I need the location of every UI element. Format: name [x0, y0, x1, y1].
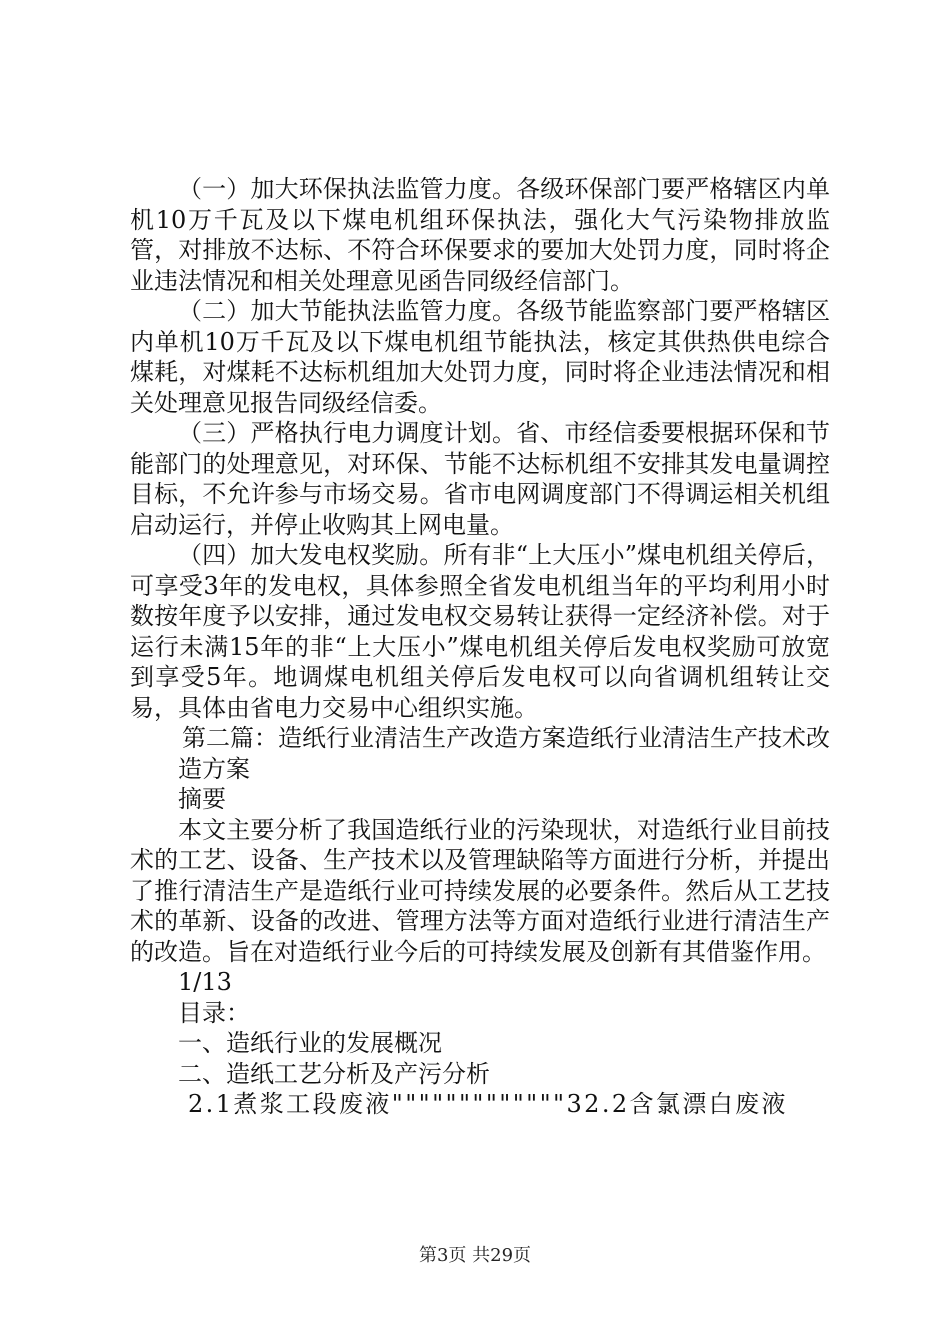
- toc-item: 一、造纸行业的发展概况: [178, 1029, 442, 1057]
- paragraph-env-enforcement: （一）加大环保执法监管力度。各级环保部门要严格辖区内单机10万千瓦及以下煤电机组环保执法，强化大气污染物排放监管，对排放不达标、不符合环保要求的要加大处罚力度，同时将企业违法情况和相关处理意见函告同级经信部门。: [130, 175, 830, 295]
- document-body: [130, 174, 830, 1120]
- toc-heading: 目录：: [178, 998, 250, 1027]
- abstract-heading: 摘要: [178, 785, 226, 813]
- page-footer: 第3页 共29页: [418, 1245, 532, 1266]
- toc-subitem: 2.1煮浆工段废液"""""""""""""32.2含氯漂白废液: [188, 1090, 788, 1118]
- section-title-continued: 造方案: [178, 754, 250, 783]
- paragraph-dispatch-plan: （三）严格执行电力调度计划。省、市经信委要根据环保和节能部门的处理意见，对环保、节能不达标机组不安排其发电量调控目标，不允许参与市场交易。省市电网调度部门不得调运相关机组启动运行，并停止收购其上网电量。: [130, 419, 830, 539]
- section-title: 第二篇：造纸行业清洁生产改造方案造纸行业清洁生产技术改: [182, 724, 830, 752]
- paragraph-generation-rights: （四）加大发电权奖励。所有非“上大压小”煤电机组关停后，可享受3年的发电权，具体参照全省发电机组当年的平均利用小时数按年度予以安排，通过发电权交易转让获得一定经济补偿。对于运行未满15年的非“上大压小”煤电机组关停后发电权奖励可放宽到享受5年。地调煤电机组关停后发电权可以向省调机组转让交易，具体由省电力交易中心组织实施。: [130, 541, 830, 722]
- abstract-body: 本文主要分析了我国造纸行业的污染现状，对造纸行业目前技术的工艺、设备、生产技术以及管理缺陷等方面进行分析，并提出了推行清洁生产是造纸行业可持续发展的必要条件。然后从工艺技术的革新、设备的改进、管理方法等方面对造纸行业进行清洁生产的改造。旨在对造纸行业今后的可持续发展及创新有其借鉴作用。: [130, 815, 830, 966]
- toc-item: 二、造纸工艺分析及产污分析: [178, 1059, 490, 1088]
- page-fraction-mark: 1/13: [178, 968, 232, 996]
- paragraph-energy-enforcement: （二）加大节能执法监管力度。各级节能监察部门要严格辖区内单机10万千瓦及以下煤电机组节能执法，核定其供热供电综合煤耗，对煤耗不达标机组加大处罚力度，同时将企业违法情况和相关处理意见报告同级经信委。: [130, 297, 830, 417]
